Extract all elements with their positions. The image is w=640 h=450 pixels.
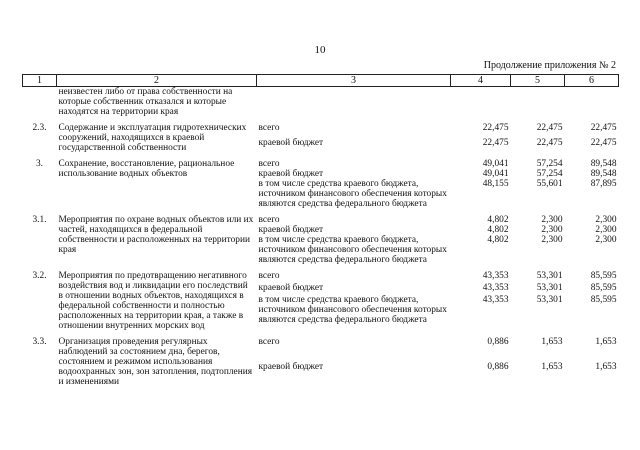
table-row xyxy=(23,271,619,283)
page-number: 10 xyxy=(314,44,326,56)
table-row xyxy=(23,337,619,362)
value-col-4 xyxy=(451,87,511,118)
table-row xyxy=(23,215,619,225)
value-col-4: 0,886 xyxy=(487,362,509,372)
value-col-4: 43,353 xyxy=(482,271,509,281)
funding-source: всего xyxy=(258,123,280,133)
value-col-6: 22,475 xyxy=(590,138,617,148)
measure-name: Мероприятия по охране водных объектов или их частей, находящихся в федеральной собственности и расположенных на территории края xyxy=(58,215,254,255)
continuation-label: Продолжение приложения № 2 xyxy=(483,60,616,71)
column-header-5: 5 xyxy=(511,75,565,87)
value-col-5: 57,254 xyxy=(536,159,563,169)
column-header-1: 1 xyxy=(23,75,57,87)
row-number xyxy=(23,87,57,118)
table-body xyxy=(23,87,619,388)
value-col-5: 53,301 xyxy=(536,295,563,305)
value-col-5 xyxy=(511,87,565,118)
measure-name: Содержание и эксплуатация гидротехнических сооружений, находящихся в краевой государственной собственности xyxy=(58,123,247,153)
measure-name: неизвестен либо от права собственности на которые собственник отказался и которые находятся на территории края xyxy=(58,87,233,117)
value-col-6: 85,595 xyxy=(590,271,617,281)
funding-source: в том числе средства краевого бюджета, источником финансового обеспечения которых являются средства федерального бюджета xyxy=(258,235,447,265)
value-col-5: 1,653 xyxy=(541,362,563,372)
funding-source: в том числе средства краевого бюджета, источником финансового обеспечения которых являются средства федерального бюджета xyxy=(258,295,447,325)
value-col-4: 0,886 xyxy=(487,337,509,347)
value-col-4: 43,353 xyxy=(482,283,509,293)
value-col-6: 2,300 xyxy=(595,215,617,225)
funding-source xyxy=(257,87,451,118)
value-col-6: 85,595 xyxy=(590,295,617,305)
value-col-6: 87,895 xyxy=(590,179,617,189)
value-col-4: 4,802 xyxy=(487,235,509,245)
column-header-2: 2 xyxy=(57,75,257,87)
row-number: 3.2. xyxy=(32,271,47,281)
value-col-4: 4,802 xyxy=(487,225,509,235)
funding-source: краевой бюджет xyxy=(258,225,324,235)
value-col-4: 43,353 xyxy=(482,295,509,305)
value-col-5: 57,254 xyxy=(536,169,563,179)
value-col-6: 2,300 xyxy=(595,235,617,245)
header-row xyxy=(23,75,619,87)
value-col-6: 85,595 xyxy=(590,283,617,293)
value-col-4: 22,475 xyxy=(482,138,509,148)
funding-source: краевой бюджет xyxy=(258,362,324,372)
value-col-5: 53,301 xyxy=(536,283,563,293)
value-col-5: 2,300 xyxy=(541,225,563,235)
row-number: 2.3. xyxy=(32,123,47,133)
value-col-4: 49,041 xyxy=(482,159,509,169)
column-header-4: 4 xyxy=(451,75,511,87)
column-header-3: 3 xyxy=(257,75,451,87)
value-col-4: 4,802 xyxy=(487,215,509,225)
value-col-4: 48,155 xyxy=(482,179,509,189)
funding-source: всего xyxy=(258,215,280,225)
measure-name: Организация проведения регулярных наблюдений за состоянием дна, берегов, состоянием и режимом использования водоохранных зон, зон затопления, подтопления и изменениями xyxy=(58,337,253,387)
appendix-table xyxy=(22,74,619,387)
value-col-4: 22,475 xyxy=(482,123,509,133)
row-number: 3.3. xyxy=(32,337,47,347)
value-col-5: 2,300 xyxy=(541,215,563,225)
value-col-6: 1,653 xyxy=(595,337,617,347)
table-row xyxy=(23,87,619,118)
table-row xyxy=(23,159,619,169)
funding-source: краевой бюджет xyxy=(258,138,324,148)
funding-source: краевой бюджет xyxy=(258,169,324,179)
value-col-6: 89,548 xyxy=(590,169,617,179)
value-col-5: 53,301 xyxy=(536,271,563,281)
funding-source: краевой бюджет xyxy=(258,283,324,293)
value-col-6: 1,653 xyxy=(595,362,617,372)
table-row xyxy=(23,123,619,138)
value-col-6 xyxy=(565,87,619,118)
value-col-5: 2,300 xyxy=(541,235,563,245)
row-number: 3.1. xyxy=(32,215,47,225)
value-col-5: 22,475 xyxy=(536,138,563,148)
column-header-6: 6 xyxy=(565,75,619,87)
value-col-6: 89,548 xyxy=(590,159,617,169)
measure-name: Мероприятия по предотвращению негативного воздействия вод и ликвидации его последствий в отношении водных объектов, находящихся в федеральной собственности и полностью расположенных на территории края, а также в отношении внутренних морских вод xyxy=(58,271,248,331)
funding-source: всего xyxy=(258,337,280,347)
value-col-5: 22,475 xyxy=(536,123,563,133)
funding-source: всего xyxy=(258,271,280,281)
funding-source: в том числе средства краевого бюджета, источником финансового обеспечения которых являются средства федерального бюджета xyxy=(258,179,447,209)
value-col-4: 49,041 xyxy=(482,169,509,179)
measure-name: Сохранение, восстановление, рациональное использование водных объектов xyxy=(58,159,235,179)
funding-source: всего xyxy=(258,159,280,169)
row-number: 3. xyxy=(35,159,44,169)
value-col-6: 2,300 xyxy=(595,225,617,235)
value-col-6: 22,475 xyxy=(590,123,617,133)
value-col-5: 1,653 xyxy=(541,337,563,347)
value-col-5: 55,601 xyxy=(536,179,563,189)
